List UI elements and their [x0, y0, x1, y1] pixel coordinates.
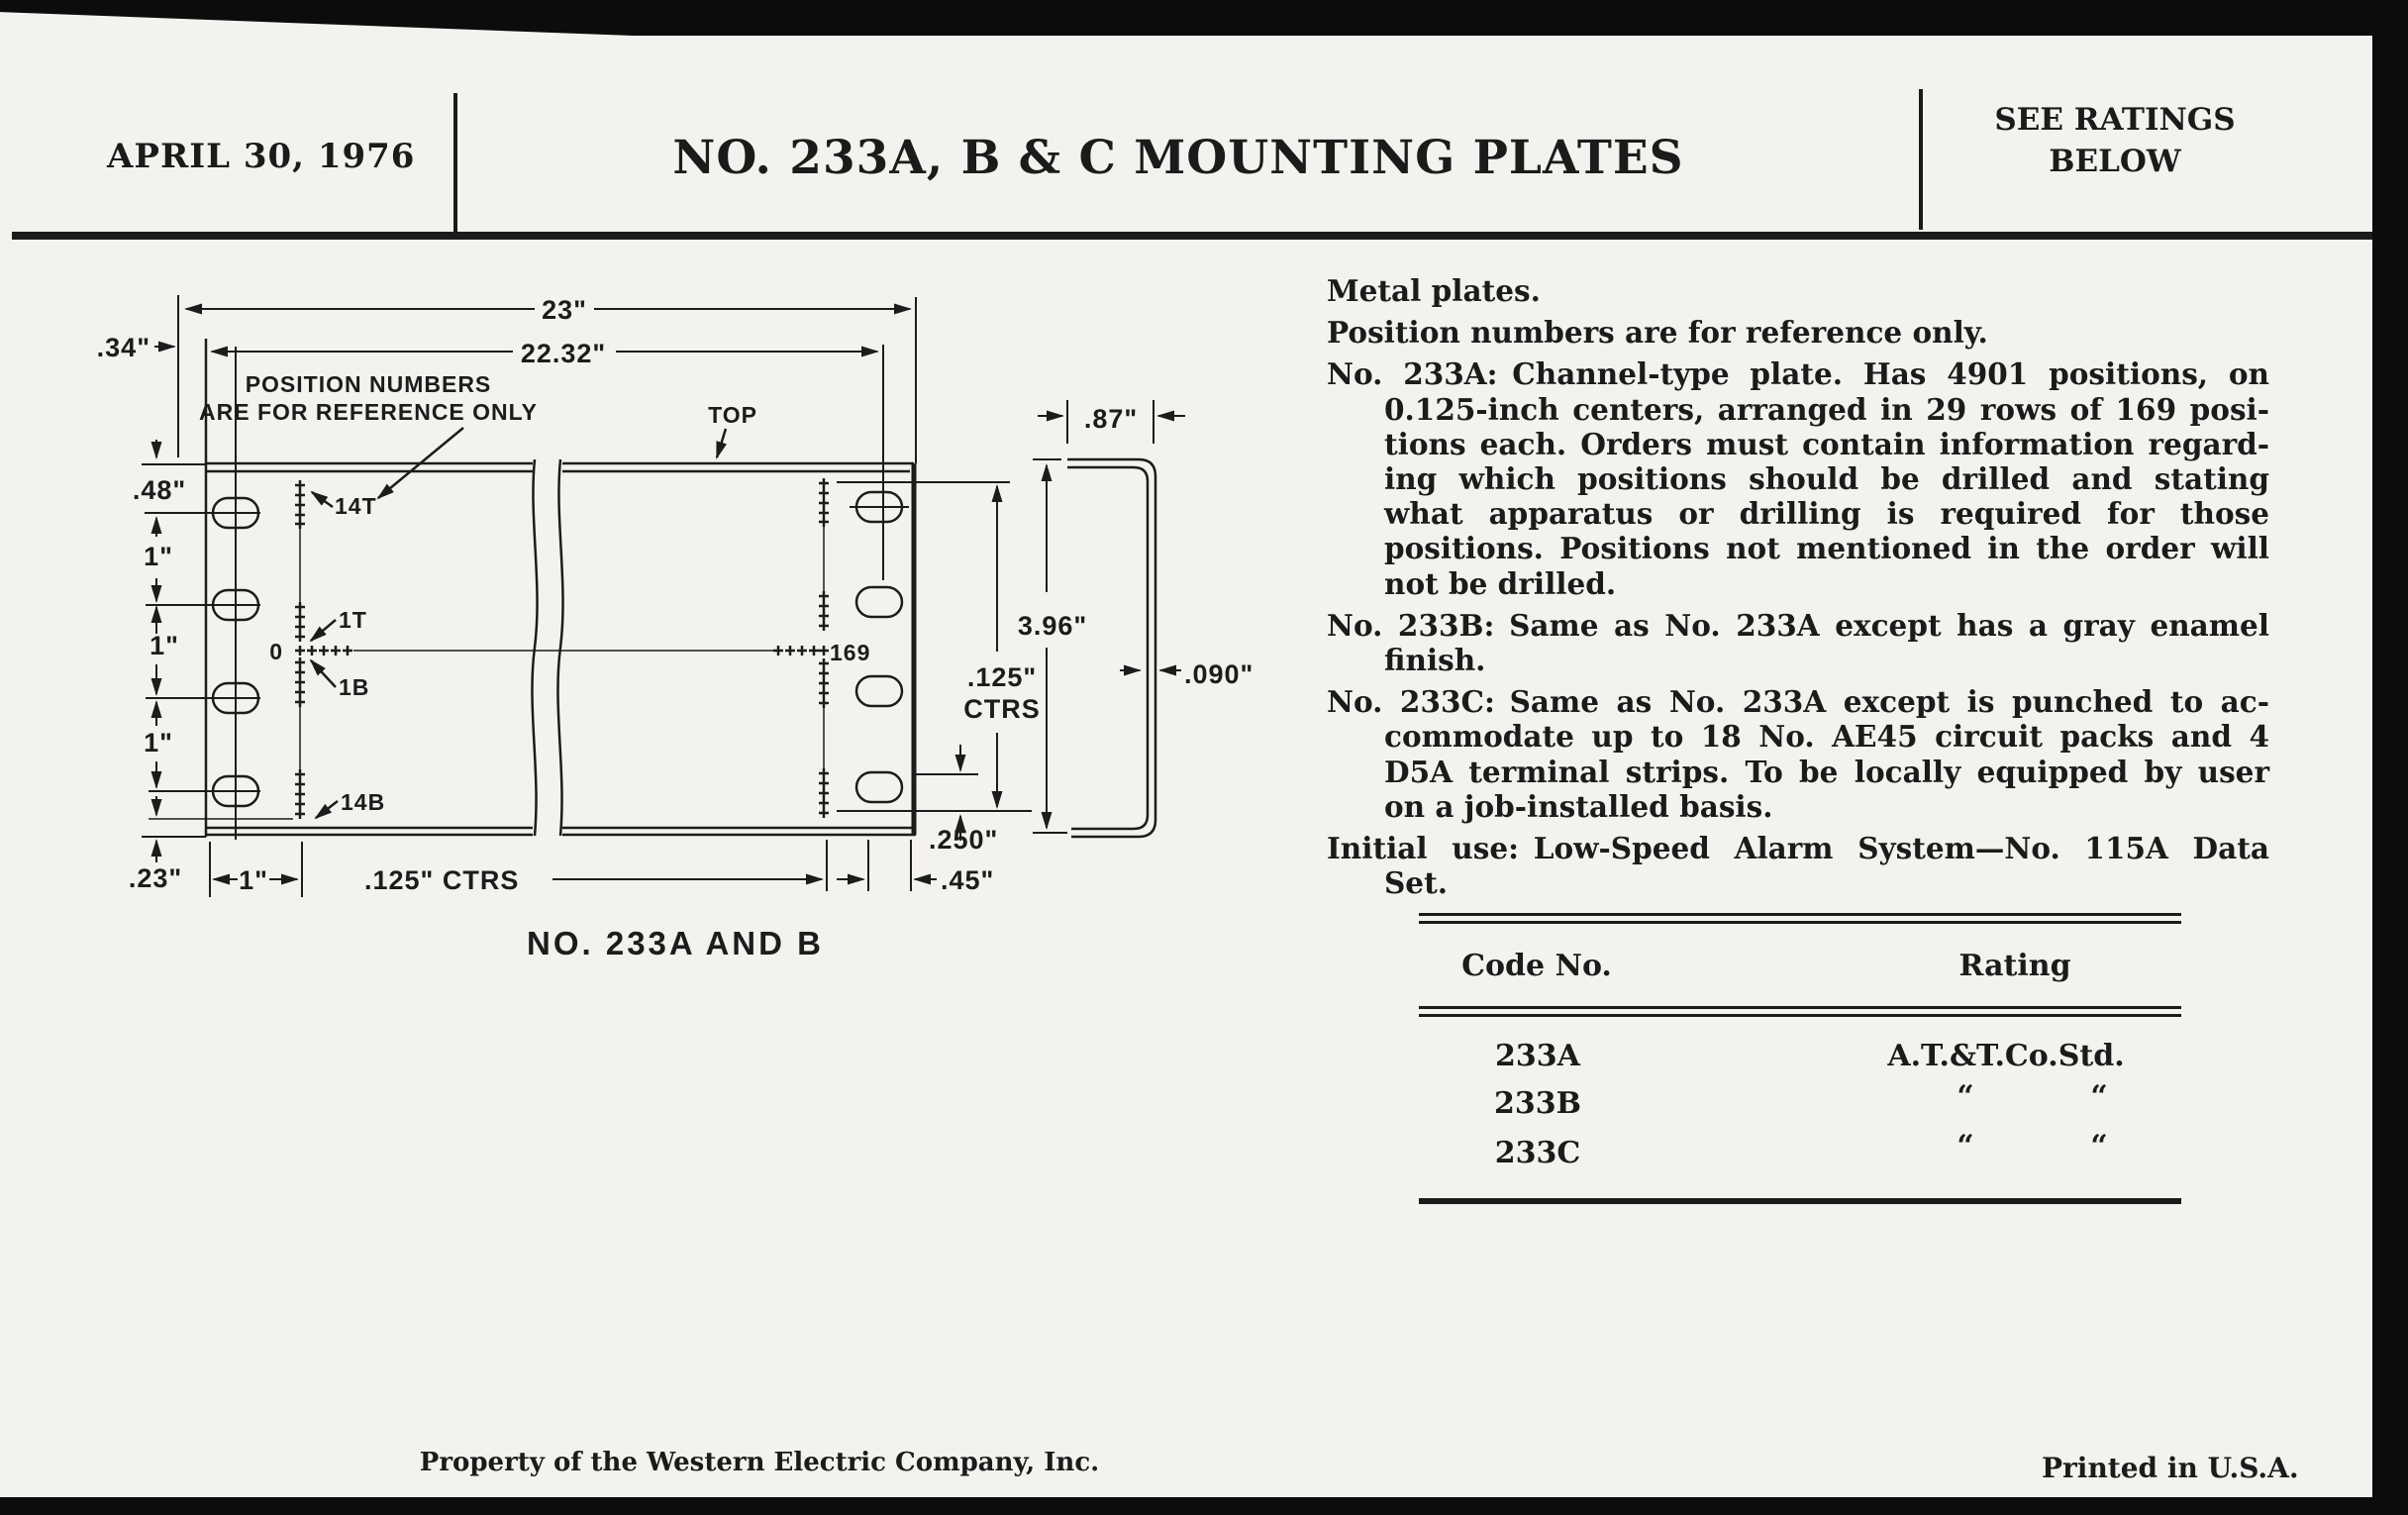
ratings-note-line1: SEE RATINGS — [1994, 102, 2236, 138]
dim-channel-height: 3.96" — [1017, 611, 1088, 641]
top-label: TOP — [708, 402, 757, 428]
page-title: NO. 233A, B & C MOUNTING PLATES — [672, 131, 1684, 185]
arrow-1T — [311, 620, 336, 641]
table-rule — [1419, 913, 2181, 916]
position-label-169: 169 — [830, 640, 871, 665]
para-233A — [1327, 356, 2269, 600]
scan-border-top — [0, 0, 2408, 36]
dim-overall-width: 23" — [542, 295, 587, 325]
desc-line: Position numbers are for reference only. — [1327, 315, 1988, 351]
description-text — [1327, 273, 2269, 907]
dim-centers-right-line2: CTRS — [963, 694, 1041, 724]
position-note-line1: POSITION NUMBERS — [245, 371, 492, 397]
leader-arrows — [311, 428, 726, 818]
header-rule — [12, 232, 2372, 240]
dim-pitch-b: 1" — [150, 631, 179, 660]
arrow-14B — [316, 801, 338, 818]
desc-line: ing which positions should be drilled and stating — [1384, 461, 2269, 497]
position-label-1T: 1T — [339, 607, 367, 633]
ratings-note-line2: BELOW — [2049, 144, 2181, 179]
desc-line: on a job-installed basis. — [1384, 788, 1773, 824]
dim-thickness: .090" — [1184, 659, 1254, 689]
arrow-1B — [311, 660, 336, 687]
desc-line: what apparatus or drilling is required for those — [1384, 496, 2269, 532]
table-cell-ditto: “ — [1956, 1079, 1974, 1114]
desc-line: No. 233B: Same as No. 233A except has a gray enamel — [1327, 607, 2269, 643]
desc-line: not be drilled. — [1384, 565, 1617, 601]
drawing-caption: NO. 233A AND B — [527, 925, 824, 961]
position-label-14T: 14T — [335, 493, 377, 519]
position-label-14B: 14B — [341, 789, 386, 815]
desc-line: finish. — [1384, 643, 1486, 678]
scan-border-right — [2372, 0, 2408, 1515]
desc-line: commodate up to 18 No. AE45 circuit packs and 4 — [1384, 719, 2269, 755]
table-cell-rating: A.T.&T.Co.Std. — [1887, 1039, 2125, 1073]
dim-centers-right-line1: .125" — [966, 662, 1038, 692]
break-line-left — [532, 459, 537, 836]
table-cell-code: 233C — [1494, 1136, 1581, 1170]
desc-line: No. 233C: Same as No. 233A except is punched to ac- — [1327, 684, 2269, 720]
arrow-14T — [312, 492, 333, 507]
dim-top-margin: .48" — [132, 475, 187, 505]
para-233C — [1327, 684, 2269, 824]
position-label-0: 0 — [269, 639, 283, 664]
table-rule — [1419, 1014, 2181, 1017]
desc-line: D5A terminal strips. To be locally equipped by user — [1384, 754, 2269, 789]
desc-line: 0.125-inch centers, arranged in 29 rows of 169 posi- — [1384, 391, 2269, 427]
desc-line: positions. Positions not mentioned in the order will — [1384, 531, 2269, 566]
break-line-right — [557, 459, 562, 836]
header-divider-right — [1919, 89, 1923, 230]
dim-face-width: 22.32" — [520, 339, 607, 368]
dim-left-margin: 1" — [239, 865, 268, 895]
position-label-1B: 1B — [339, 674, 370, 700]
table-header-rating: Rating — [1958, 949, 2071, 983]
header-divider-left — [453, 93, 457, 233]
table-header-code: Code No. — [1461, 949, 1612, 983]
dim-pitch-a: 1" — [144, 542, 173, 571]
table-rule — [1419, 1006, 2181, 1009]
para-initial-use — [1327, 831, 2269, 900]
top-arrow — [717, 429, 726, 457]
dim-channel-width: .87" — [1083, 404, 1139, 434]
desc-line: Initial use: Low-Speed Alarm System—No. 115A Data — [1327, 831, 2269, 866]
issue-date: APRIL 30, 1976 — [107, 137, 416, 176]
mounting-slots — [213, 492, 902, 806]
desc-line: tions each. Orders must contain information regard- — [1384, 426, 2269, 461]
dim-slot-offset: .250" — [929, 825, 999, 855]
table-rule-bottom — [1419, 1198, 2181, 1204]
table-cell-code: 233B — [1494, 1086, 1581, 1121]
dim-bottom-margin: .23" — [128, 863, 183, 893]
mounting-plate-drawing — [50, 277, 1347, 980]
scan-border-bottom — [0, 1497, 2408, 1515]
ratings-note — [1994, 99, 2235, 182]
table-rule — [1419, 921, 2181, 924]
dim-pitch-c: 1" — [144, 728, 173, 758]
position-note-line2: ARE FOR REFERENCE ONLY — [199, 399, 538, 425]
scan-border-wedge — [0, 10, 634, 36]
desc-line: Set. — [1384, 865, 1448, 901]
dim-right-margin: .45" — [941, 865, 995, 895]
footer-property-note: Property of the Western Electric Company, Inc. — [419, 1448, 1100, 1477]
channel-cross-section — [1067, 459, 1155, 837]
dim-centers-bottom: .125" CTRS — [364, 865, 520, 895]
table-cell-ditto: “ — [1956, 1129, 1974, 1163]
desc-line: Metal plates. — [1327, 273, 1541, 308]
desc-line: No. 233A: Channel-type plate. Has 4901 positions, on — [1327, 356, 2269, 392]
footer-printed-note: Printed in U.S.A. — [2042, 1452, 2299, 1484]
dim-edge-offset: .34" — [96, 333, 150, 362]
table-cell-code: 233A — [1495, 1039, 1580, 1073]
para-233B — [1327, 608, 2269, 677]
table-cell-ditto: “ — [2090, 1129, 2108, 1163]
table-cell-ditto: “ — [2090, 1079, 2108, 1114]
